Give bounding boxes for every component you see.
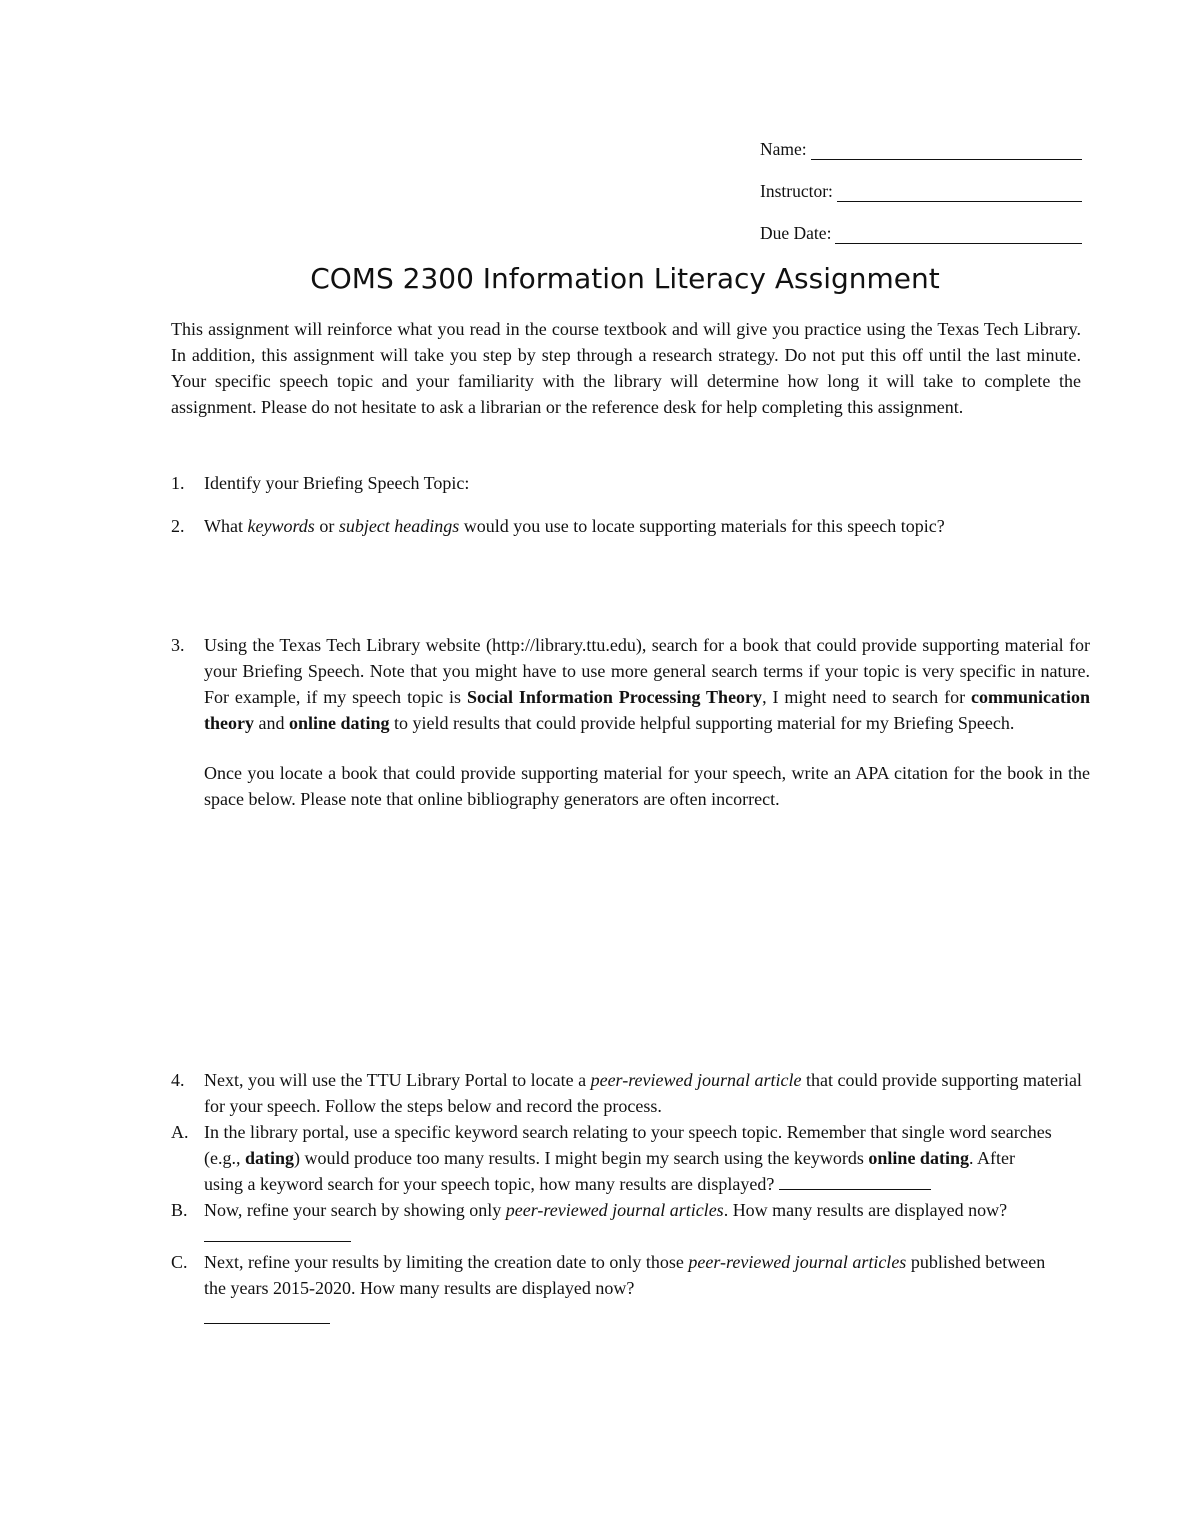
question-number: 4. [171, 1070, 185, 1090]
question-3 [171, 632, 1090, 812]
page-title: COMS 2300 Information Literacy Assignment [310, 262, 940, 295]
due-date-line[interactable] [835, 225, 1082, 244]
due-date-field[interactable] [760, 220, 1082, 244]
answer-blank-b[interactable] [204, 1223, 351, 1242]
instructor-label: Instructor: [760, 181, 833, 201]
student-info-fields [760, 136, 1082, 262]
question-number: 1. [171, 473, 185, 493]
answer-blank-a[interactable] [779, 1171, 931, 1190]
due-date-label: Due Date: [760, 223, 832, 243]
question-text: What keywords or subject headings would you use to locate supporting materials for this speech topic? [204, 516, 945, 536]
instructor-field[interactable] [760, 178, 1082, 202]
question-text: Identify your Briefing Speech Topic: [204, 473, 470, 493]
step-a: A. In the library portal, use a specific keyword search relating to your speech topic. Remember that single word searches (e.g., dating) would produce too many results. I might begin my search using the keywords online dating. After using a keyword search for your speech topic, how many results are displayed? [204, 1119, 1057, 1197]
question-text: Next, you will use the TTU Library Portal to locate a peer-reviewed journal article that could provide supporting material for your speech. Follow the steps below and record the process. [204, 1070, 1082, 1116]
citation-instructions: Once you locate a book that could provide supporting material for your speech, write an APA citation for the book in the space below. Please note that online bibliography generators are often incorrect. [204, 763, 1090, 809]
question-text: Using the Texas Tech Library website (http://library.ttu.edu), search for a book that could provide supporting material for your Briefing Speech. Note that you might have to use more general search terms if your topic is very specific in nature. For example, if my speech topic is Social Information Processing Theory, I might need to search for communication theory and online dating to yield results that could provide helpful supporting material for my Briefing Speech. [204, 635, 1090, 733]
name-label: Name: [760, 139, 807, 159]
question-number: 2. [171, 516, 185, 536]
question-4 [171, 1067, 1090, 1331]
question-1 [171, 470, 1090, 496]
intro-paragraph: This assignment will reinforce what you read in the course textbook and will give you practice using the Texas Tech Library. In addition, this assignment will take you step by step through a research strategy. Do not put this off until the last minute. Your specific speech topic and your familiarity with the library will determine how long it will take to complete the assignment. Please do not hesitate to ask a librarian or the reference desk for help completing this assignment. [171, 319, 1081, 417]
question-number: 3. [171, 635, 185, 655]
name-field[interactable] [760, 136, 1082, 160]
question-2 [171, 513, 1090, 539]
step-label: B. [171, 1200, 188, 1220]
step-label: A. [171, 1122, 189, 1142]
step-b: B. Now, refine your search by showing only peer-reviewed journal articles. How many results are displayed now? [204, 1197, 1057, 1249]
step-c: C. Next, refine your results by limiting the creation date to only those peer-reviewed journal articles published between the years 2015-2020. How many results are displayed now? [204, 1249, 1057, 1331]
name-line[interactable] [811, 141, 1082, 160]
step-label: C. [171, 1252, 188, 1272]
answer-blank-c[interactable] [204, 1303, 330, 1324]
instructor-line[interactable] [837, 183, 1082, 202]
